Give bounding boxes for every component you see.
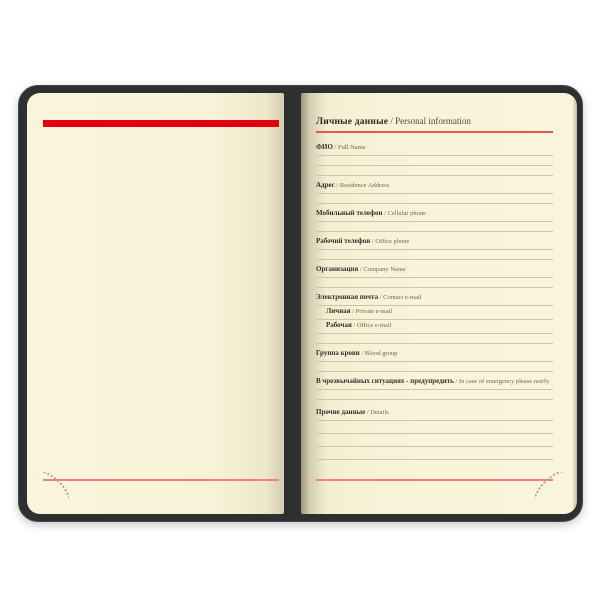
field-label [316,408,553,421]
form-field [316,377,553,400]
perforation-corner-right [535,472,577,514]
form-fields [316,143,553,460]
field-label-divider: / [378,294,384,301]
form-field [316,349,553,372]
field-label-divider: / [365,409,371,416]
field-label-en: Contact e-mail [383,294,422,301]
field-label-ru: Адрес [316,181,335,189]
form-field [316,265,553,288]
writing-lines [316,362,553,372]
field-label-divider: / [370,238,376,245]
red-title-bar [43,120,279,127]
field-label-divider: / [358,266,364,273]
ruled-line [316,390,553,400]
right-page [301,93,577,514]
form-field [316,408,553,460]
field-label-en: Residence Address [339,182,390,189]
form-field [316,143,553,176]
field-label-divider: / [334,182,340,189]
ruled-line [316,222,553,232]
ruled-line [316,447,553,460]
writing-lines [316,194,553,204]
form-field [316,293,553,306]
writing-lines [316,390,553,400]
field-label-ru: Рабочий телефон [316,237,371,245]
page-title-ru: Личные данные [316,117,389,127]
personal-info-form [301,93,577,514]
field-label-en: Cellular phone [387,210,427,217]
field-label-divider: / [453,378,459,385]
form-field [316,237,553,260]
field-label [316,265,553,278]
field-label-ru: Рабочая [326,321,352,329]
field-label-en: Office phone [375,238,410,245]
page-title [316,115,553,133]
writing-lines [316,421,553,460]
field-label-divider: / [359,350,365,357]
field-label-ru: Организация [316,265,359,273]
field-label-en: In case of emergency please notify [458,378,550,385]
field-label-ru: В чрезвычайных ситуациях - предупредить [316,377,454,385]
field-label-divider: / [382,210,388,217]
ruled-line [316,156,553,166]
field-label-ru: Личная [326,307,351,315]
field-label-ru: ФИО [316,143,333,151]
right-page-footer-line [316,479,553,481]
field-label-en: Details [370,409,389,416]
field-label-divider: / [350,308,356,315]
writing-lines [316,156,553,176]
field-label [316,143,553,156]
form-field [316,181,553,204]
field-label-divider: / [332,144,338,151]
writing-lines [316,250,553,260]
field-label [316,321,553,334]
field-label [316,209,553,222]
writing-lines [316,222,553,232]
writing-lines [316,334,553,344]
field-label-divider: / [351,322,357,329]
field-label-ru: Группа крови [316,349,360,357]
field-label [316,181,553,194]
field-label [316,307,553,320]
ruled-line [316,250,553,260]
perforation-corner-left [27,472,69,514]
open-notebook [18,85,583,522]
field-label-en: Full Name [337,144,366,151]
ruled-line [316,194,553,204]
field-label-en: Company Name [363,266,406,273]
ruled-line [316,278,553,288]
field-label-en: Office e-mail [356,322,392,329]
field-label-en: Private e-mail [355,308,393,315]
title-divider: / [388,116,396,126]
left-page [27,93,284,514]
ruled-line [316,166,553,176]
field-label [316,349,553,362]
ruled-line [316,334,553,344]
ruled-line [316,434,553,447]
left-page-footer-line [43,479,279,481]
form-field [316,321,553,344]
field-label [316,293,553,306]
field-label [316,237,553,250]
form-field [316,209,553,232]
form-field [316,307,553,320]
writing-lines [316,278,553,288]
page-title-en: Personal information [395,116,471,126]
field-label-ru: Прочие данные [316,408,366,416]
field-label [316,377,553,390]
field-label-ru: Мобильный телефон [316,209,383,217]
ruled-line [316,362,553,372]
field-label-ru: Электронная почта [316,293,379,301]
field-label-en: Blood group [364,350,398,357]
ruled-line [316,421,553,434]
